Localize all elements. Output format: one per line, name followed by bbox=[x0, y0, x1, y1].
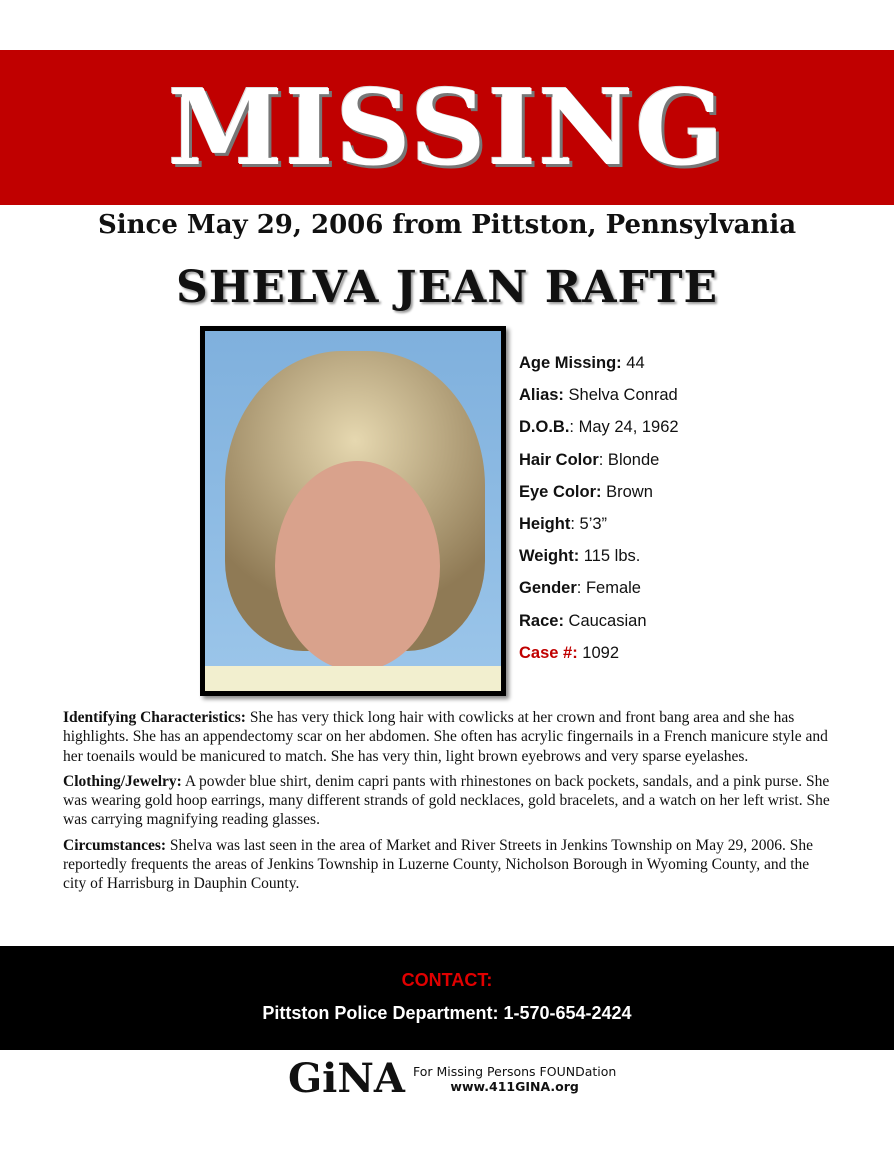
logo-wordmark: GiNA bbox=[288, 1055, 405, 1102]
contact-phone: Pittston Police Department: 1-570-654-2424 bbox=[262, 1003, 632, 1023]
fact-case: Case #: 1092 bbox=[519, 643, 619, 662]
logo-url: www.411GINA.org bbox=[450, 1078, 579, 1094]
fact-eye: Eye Color: Brown bbox=[519, 482, 653, 501]
fact-dob: D.O.B.: May 24, 1962 bbox=[519, 418, 679, 437]
circumstances: Circumstances: Shelva was last seen in the area of Market and River Streets in Jenkins Township on May 29, 2006. She reportedly frequents the areas of Jenkins Township in Luzerne County, Nicholson Borough in Wyoming County, and the city of Harrisburg in Dauphin County. bbox=[63, 836, 813, 893]
missing-since: Since May 29, 2006 from Pittston, Pennsylvania bbox=[97, 210, 797, 240]
description bbox=[63, 708, 833, 900]
fact-hair: Hair Color: Blonde bbox=[519, 450, 660, 469]
fact-weight: Weight: 115 lbs. bbox=[519, 547, 641, 566]
fact-height: Height: 5’3” bbox=[519, 514, 608, 533]
fact-gender: Gender: Female bbox=[519, 579, 641, 598]
contact-footer bbox=[0, 946, 894, 1050]
person-name: SHELVA JEAN RAFTE bbox=[175, 262, 719, 313]
fact-alias: Alias: Shelva Conrad bbox=[519, 386, 678, 405]
gina-logo bbox=[288, 1055, 616, 1102]
banner-title: MISSING bbox=[167, 66, 727, 189]
fact-race: Race: Caucasian bbox=[519, 611, 647, 630]
contact-label: CONTACT: bbox=[401, 970, 493, 990]
identifying-characteristics: Identifying Characteristics: She has very thick long hair with cowlicks at her crown and front bang area and she has highlights. She has an appendectomy scar on her abdomen. She often has acrylic fingernails in a French manicure style and her toenails would be manicured to match. She has very thin, light brown eyebrows and very sparse eyelashes. bbox=[63, 709, 828, 765]
missing-banner bbox=[0, 50, 894, 205]
clothing-jewelry: Clothing/Jewelry: A powder blue shirt, denim capri pants with rhinestones on back pockets, sandals, and a pink purse. She was wearing gold hoop earrings, many different strands of gold necklaces, gold bracelets, and a watch on her left wrist. She was carrying magnifying reading glasses. bbox=[63, 772, 830, 829]
facts-list bbox=[519, 354, 679, 676]
person-photo bbox=[200, 326, 506, 696]
logo-tagline: For Missing Persons FOUNDation bbox=[412, 1063, 617, 1079]
fact-age: Age Missing: 44 bbox=[519, 354, 645, 372]
